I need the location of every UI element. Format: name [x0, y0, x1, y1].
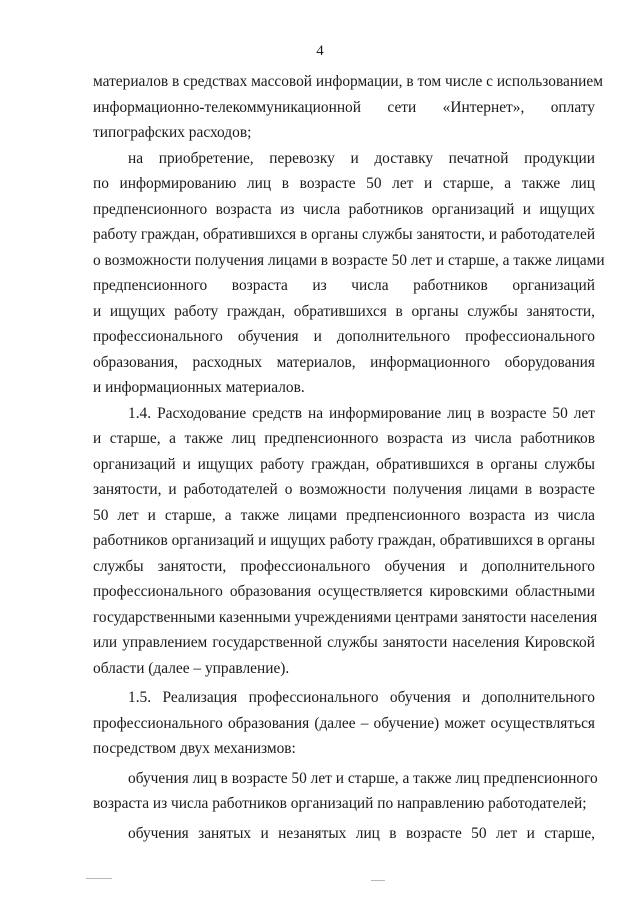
text-line: по информированию лиц в возрасте 50 лет и старше, а также лиц [93, 175, 595, 192]
text-line: предпенсионного возраста из числа работников организаций [93, 277, 595, 294]
document-body [93, 69, 605, 846]
text-line: 1.4. Расходование средств на информирование лиц в возрасте 50 лет [128, 404, 595, 422]
text-line: материалов в средствах массовой информации, в том числе с использованием [93, 73, 603, 90]
text-line: на приобретение, перевозку и доставку печатной продукции [128, 149, 595, 167]
text-line: или управлением государственной службы занятости населения Кировской [93, 634, 595, 651]
text-line: и старше, а также лиц предпенсионного возраста из числа работников [93, 430, 595, 447]
text-line: посредством двух механизмов: [93, 740, 296, 757]
scan-artifact [371, 880, 385, 881]
text-line: организаций и ищущих работу граждан, обратившихся в органы службы [93, 455, 595, 473]
text-line: информационно-телекоммуникационной сети «Интернет», оплату [93, 98, 595, 116]
text-line: 1.5. Реализация профессионального обучения и дополнительного [128, 689, 595, 706]
page-number: 4 [316, 43, 324, 59]
text-line: и информационных материалов. [93, 379, 305, 396]
text-line: возраста из числа работников организаций по направлению работодателей; [93, 795, 587, 812]
text-line: типографских расходов; [93, 124, 252, 141]
scan-artifact [86, 878, 112, 879]
text-line: профессионального образования (далее – обучение) может осуществляться [93, 714, 595, 732]
text-line: предпенсионного возраста из числа работников организаций и ищущих [93, 200, 595, 218]
text-line: образования, расходных материалов, информационного оборудования [93, 353, 595, 371]
text-line: занятости, и работодателей о возможности получения лицами в возрасте [93, 481, 595, 498]
text-line: о возможности получения лицами в возрасте 50 лет и старше, а также лицами [93, 251, 605, 269]
text-line: 50 лет и старше, а также лицами предпенсионного возраста из числа [93, 506, 595, 524]
text-line: работу граждан, обратившихся в органы службы занятости, и работодателей [93, 226, 596, 243]
text-line: области (далее – управление). [93, 659, 290, 677]
text-line: обучения занятых и незанятых лиц в возрасте 50 лет и старше, [128, 824, 595, 842]
text-line: государственными казенными учреждениями центрами занятости населения [93, 608, 598, 626]
text-line: и ищущих работу граждан, обратившихся в органы службы занятости, [93, 302, 595, 320]
text-line: службы занятости, профессионального обучения и дополнительного [93, 557, 595, 575]
text-line: обучения лиц в возрасте 50 лет и старше, а также лиц предпенсионного [128, 769, 598, 787]
text-line: профессионального обучения и дополнительного профессионального [93, 328, 595, 345]
text-line: профессионального образования осуществляется кировскими областными [93, 583, 595, 600]
text-line: работников организаций и ищущих работу граждан, обратившихся в органы [93, 532, 595, 549]
